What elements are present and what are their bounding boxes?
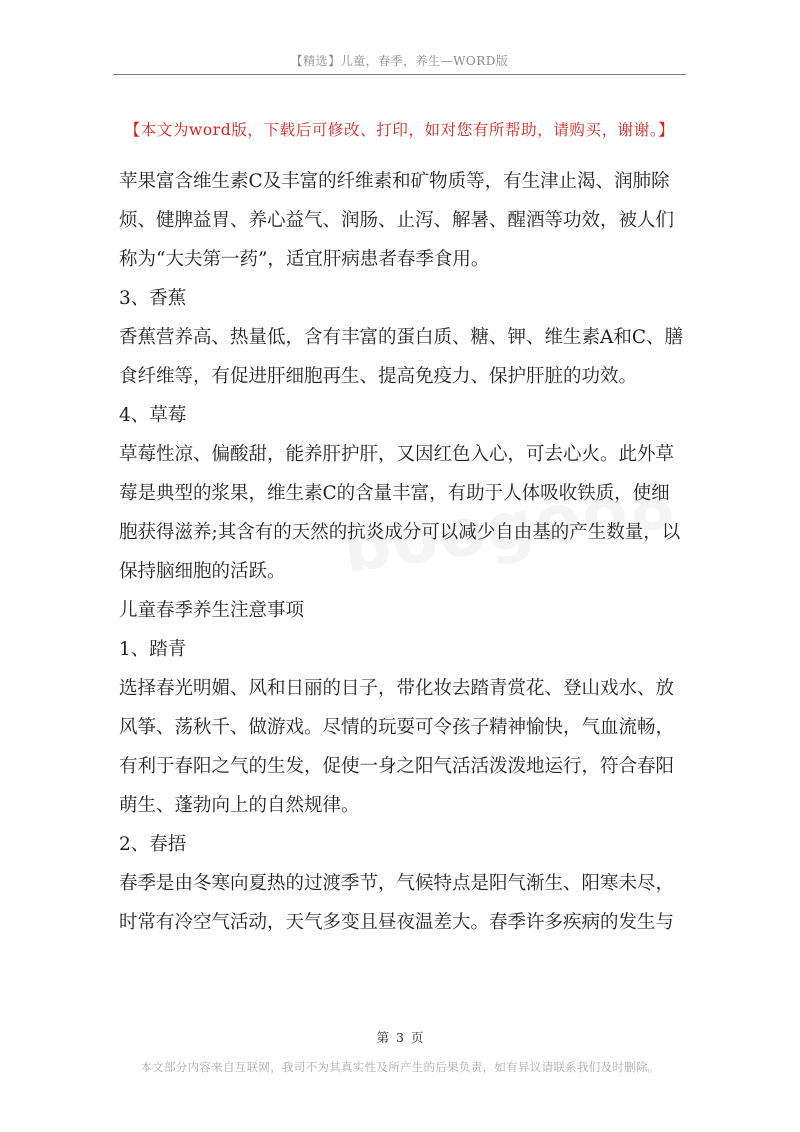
- heading-outing: 1、踏青: [119, 639, 187, 660]
- paragraph-strawberry: 草莓性凉、偏酸甜，能养肝护肝，又因红色入心，可去心火。此外草莓是典型的浆果，维生素C的含量丰富，有助于人体吸收铁质，使细胞获得滋养;其含有的天然的抗炎成分可以减少自由基的产生数量，以保持脑细胞的活跃。: [119, 444, 681, 582]
- page-footer-disclaimer: 本文部分内容来自互联网，我司不为其真实性及所产生的后果负责，如有异议请联系我们及时删除。: [140, 1060, 660, 1074]
- document-body: [119, 162, 688, 942]
- heading-strawberry: 4、草莓: [119, 405, 187, 426]
- page-header: 【精选】儿童，春季，养生—WORD版: [290, 54, 509, 68]
- download-notice: 【本文为word版，下载后可修改、打印，如对您有所帮助，请购买，谢谢。】: [124, 121, 675, 139]
- heading-banana: 3、香蕉: [119, 288, 187, 309]
- paragraph-outing: 选择春光明媚、风和日丽的日子，带化妆去踏青赏花、登山戏水、放风筝、荡秋千、做游戏。尽情的玩耍可令孩子精神愉快，气血流畅，有利于春阳之气的生发，促使一身之阳气活活泼泼地运行，符合春阳萌生、蓬勃向上的自然规律。: [119, 678, 675, 816]
- paragraph-banana: 香蕉营养高、热量低，含有丰富的蛋白质、糖、钾、维生素A和C、膳食纤维等，有促进肝细胞再生、提高免疫力、保护肝脏的功效。: [119, 327, 684, 387]
- page-number: 第 3 页: [376, 1030, 424, 1045]
- header-divider: [113, 74, 686, 75]
- heading-spring-warm: 2、春捂: [119, 834, 187, 855]
- paragraph-spring-warm: 春季是由冬寒向夏热的过渡季节，气候特点是阳气渐生、阳寒未尽，时常有冷空气活动，天气多变且昼夜温差大。春季许多疾病的发生与: [119, 873, 675, 933]
- paragraph-apple: 苹果富含维生素C及丰富的纤维素和矿物质等，有生津止渴、润肺除烦、健脾益胃、养心益气、润肠、止泻、解暑、醒酒等功效，被人们称为“大夫第一药”，适宜肝病患者春季食用。: [119, 171, 675, 270]
- section-title: 儿童春季养生注意事项: [119, 600, 305, 621]
